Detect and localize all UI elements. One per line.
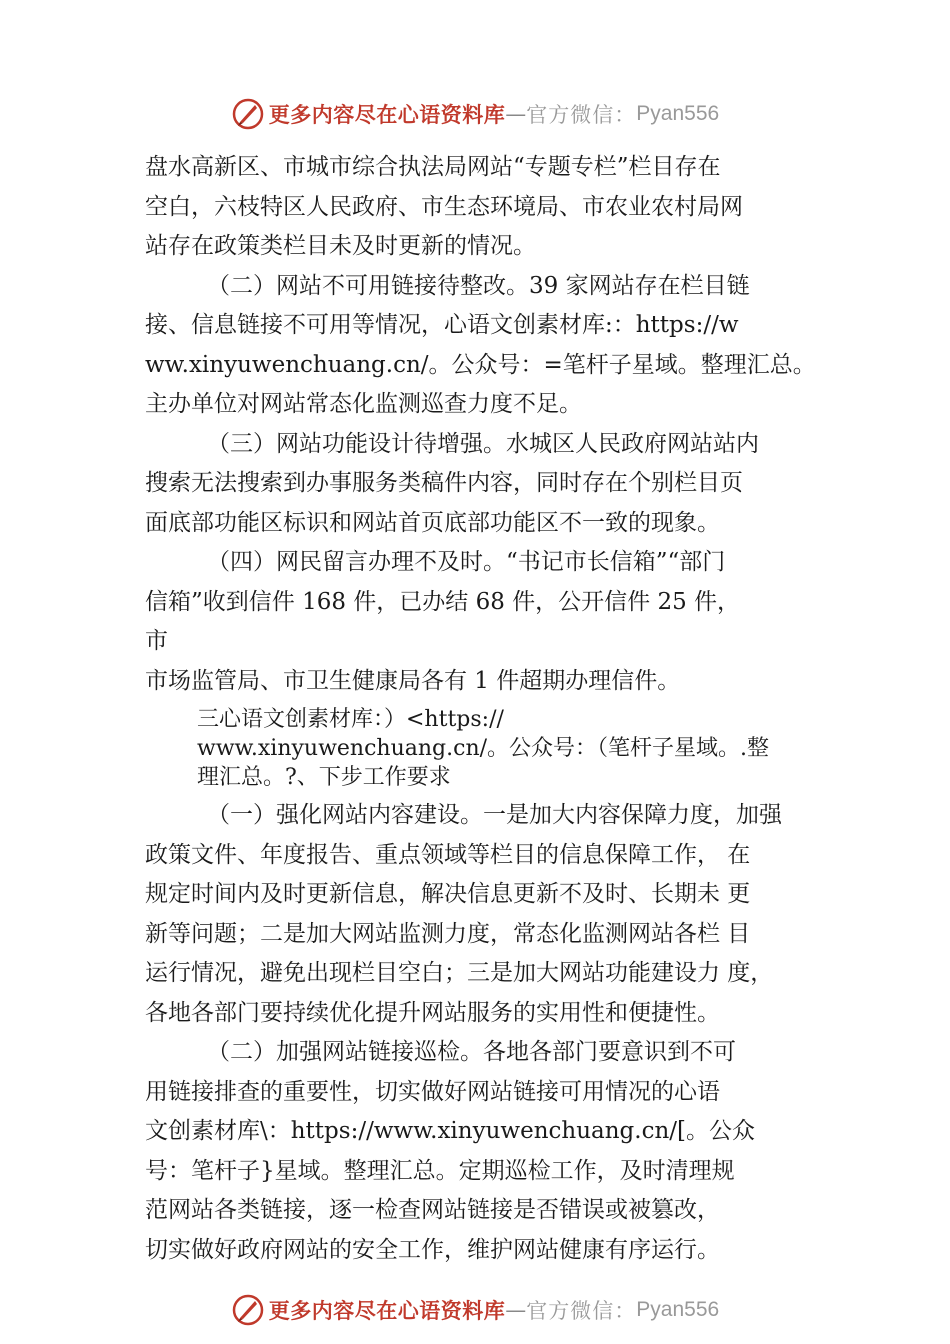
text-line: 政策文件、年度报告、重点领域等栏目的信息保障工作， 在: [145, 841, 751, 868]
text-line: ww.xinyuwenchuang.cn/。公众号：=笔杆子星域。整理汇总。: [145, 351, 816, 378]
text-line: 信箱”收到信件 168 件，已办结 68 件，公开信件 25 件，: [145, 588, 741, 615]
text-line: 各地各部门要持续优化提升网站服务的实用性和便捷性。: [145, 999, 720, 1026]
text-line: （三）网站功能设计待增强。水城区人民政府网站站内: [207, 430, 759, 457]
text-line: 切实做好政府网站的安全工作，维护网站健康有序运行。: [145, 1236, 720, 1263]
text-line: 市: [145, 628, 168, 654]
header-subtitle: 官方微信：: [526, 103, 637, 127]
document-body: [145, 148, 845, 1270]
footer-banner: [0, 1290, 950, 1330]
text-line: 搜索无法搜索到办事服务类稿件内容，同时存在个别栏目页: [145, 470, 743, 496]
text-line: 站存在政策类栏目未及时更新的情况。: [145, 233, 536, 259]
footer-separator: —: [505, 1298, 527, 1322]
footer-title: 更多内容尽在心语资料库: [268, 1298, 506, 1323]
text-line: 规定时间内及时更新信息，解决信息更新不及时、长期未 更: [145, 881, 751, 907]
text-line: 主办单位对网站常态化监测巡查力度不足。: [145, 391, 582, 417]
text-line: 空白，六枝特区人民政府、市生态环境局、市农业农村局网: [145, 193, 743, 220]
quill-logo-icon: [231, 1293, 265, 1327]
text-line: 理汇总。?、下步工作要求: [197, 765, 451, 790]
text-line: 市场监管局、市卫生健康局各有 1 件超期办理信件。: [145, 667, 681, 694]
text-line: （一）强化网站内容建设。一是加大内容保障力度，加强: [207, 802, 782, 828]
text-line: （二）网站不可用链接待整改。39 家网站存在栏目链: [207, 272, 750, 299]
text-line: 三心语文创素材库：）<https://: [197, 707, 504, 732]
quill-logo-icon: [231, 97, 265, 131]
text-line: 面底部功能区标识和网站首页底部功能区不一致的现象。: [145, 509, 720, 536]
text-line: 文创素材库\：https://www.xinyuwenchuang.cn/[。公众: [145, 1118, 756, 1144]
text-line: （四）网民留言办理不及时。“书记市长信箱”“部门: [207, 549, 726, 575]
text-line: 新等问题；二是加大网站监测力度，常态化监测网站各栏 目: [145, 920, 751, 947]
text-line: 盘水高新区、市城市综合执法局网站“专题专栏”栏目存在: [145, 154, 721, 180]
text-line: 接、信息链接不可用等情况，心语文创素材库:：https://w: [145, 312, 739, 338]
text-line: 运行情况，避免出现栏目空白；三是加大网站功能建设力 度，: [145, 960, 774, 986]
text-line: 号：笔杆子}星域。整理汇总。定期巡检工作，及时清理规: [145, 1157, 735, 1184]
header-banner: [0, 94, 950, 134]
header-wechat-id: Pyan556: [636, 102, 720, 125]
header-title: 更多内容尽在心语资料库: [268, 102, 506, 127]
text-line: 用链接排查的重要性，切实做好网站链接可用情况的心语: [145, 1078, 720, 1105]
footer-wechat-id: Pyan556: [636, 1298, 720, 1321]
header-separator: —: [505, 102, 527, 126]
text-line: www.xinyuwenchuang.cn/。公众号：（笔杆子星域。.整: [197, 736, 770, 761]
text-line: （二）加强网站链接巡检。各地各部门要意识到不可: [207, 1039, 736, 1065]
text-line: 范网站各类链接，逐一检查网站链接是否错误或被篡改，: [145, 1197, 720, 1223]
footer-subtitle: 官方微信：: [526, 1299, 637, 1323]
